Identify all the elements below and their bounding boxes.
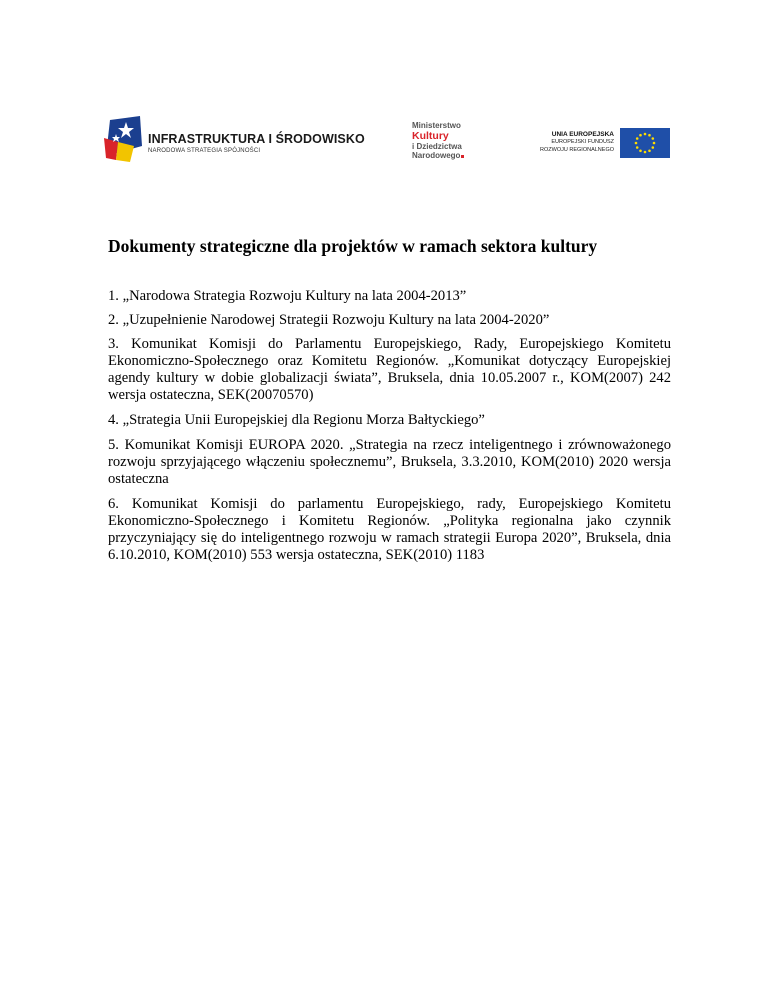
eu-flag-icon xyxy=(620,128,670,158)
document-item-3: 3. Komunikat Komisji do Parlamentu Europejskiego, Rady, Europejskiego Komitetu Ekonomiczno-Społecznego oraz Komitetu Regionów. „Komunikat dotyczący Europejskiej agendy kultury w dobie globalizacji świata”, Bruksela, dnia 10.05.2007 r., KOM(2007) 242 wersja ostateczna, SEK(20070570) xyxy=(108,336,671,403)
infrastruktura-subtitle: NARODOWA STRATEGIA SPÓJNOŚCI xyxy=(148,148,261,154)
nss-star-emblem-icon xyxy=(104,116,144,162)
document-item-4: 4. „Strategia Unii Europejskiej dla Regionu Morza Bałtyckiego” xyxy=(108,412,485,428)
eu-title: UNIA EUROPEJSKA xyxy=(551,131,614,138)
ministry-line-1: Ministerstwo xyxy=(412,121,461,130)
document-item-5: 5. Komunikat Komisji EUROPA 2020. „Strategia na rzecz inteligentnego i zrównoważonego rozwoju sprzyjającego włączeniu społecznemu”, Bruksela, 3.3.2010, KOM(2010) 2020 wersja ostateczna xyxy=(108,437,671,487)
document-list xyxy=(108,288,671,572)
ministry-dot-icon xyxy=(461,155,464,158)
ministry-logo xyxy=(412,121,482,181)
infrastruktura-title: INFRASTRUKTURA I ŚRODOWISKO xyxy=(148,132,365,146)
eu-fund-line-2: ROZWOJU REGIONALNEGO xyxy=(540,146,614,153)
eu-fund-line-1: EUROPEJSKI FUNDUSZ xyxy=(551,139,614,145)
eu-text-block xyxy=(540,130,614,154)
document-heading: Dokumenty strategiczne dla projektów w ramach sektora kultury xyxy=(108,236,598,256)
ministry-line-2: Kultury xyxy=(412,129,449,142)
document-item-1: 1. „Narodowa Strategia Rozwoju Kultury na lata 2004-2013” xyxy=(108,288,467,304)
ministry-line-4-wrap xyxy=(412,151,482,161)
eu-logo xyxy=(536,128,670,158)
infrastruktura-logo xyxy=(104,116,364,162)
ministry-line-3: i Dziedzictwa xyxy=(412,141,462,151)
document-item-6: 6. Komunikat Komisji do parlamentu Europejskiego, rady, Europejskiego Komitetu Ekonomiczno-Społecznego i Komitetu Regionów. „Polityka regionalna jako czynnik przyczyniający się do inteligentnego rozwoju w ramach strategii Europa 2020”, Bruksela, dnia 6.10.2010, KOM(2010) 553 wersja ostateczna, SEK(2010) 1183 xyxy=(108,496,671,563)
ministry-line-4: Narodowego xyxy=(412,151,461,160)
document-item-2: 2. „Uzupełnienie Narodowej Strategii Rozwoju Kultury na lata 2004-2020” xyxy=(108,312,550,328)
